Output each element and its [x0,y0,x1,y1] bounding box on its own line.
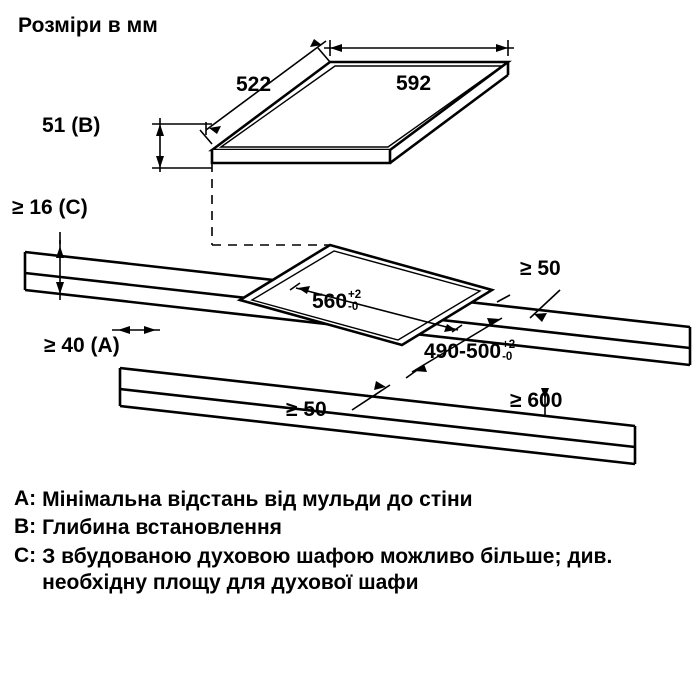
label-min-600: ≥ 600 [510,389,563,412]
label-depth-522: 522 [236,73,272,96]
legend-text-c: З вбудованою духовою шафою можливо більше; див. необхідну площу для духової шафи [42,544,613,595]
legend-item-b [14,515,686,541]
page-title: Розміри в мм [18,14,158,37]
legend-item-a [14,487,686,513]
label-cutout-depth-490-500 [424,340,515,365]
label-height-51-b: 51 (B) [42,114,101,137]
cutout-width-value: 560 [312,290,348,313]
dim-50-rear-right [530,290,560,322]
legend-item-c [14,544,686,597]
dim-16-c [56,240,64,300]
cutout-depth-tolerance: +2 -0 [502,339,516,364]
label-min-16-c: ≥ 16 (C) [12,196,88,219]
alignment-dashed-line [212,163,330,245]
legend-text-a: Мінімальна відстань від мульди до стіни [42,488,473,511]
dim-51-height [152,118,212,172]
cutout-depth-value: 490-500 [424,340,502,363]
label-min-50-rear: ≥ 50 [520,257,561,280]
label-min-50-front: ≥ 50 [286,398,327,421]
legend-text-b: Глибина встановлення [42,516,282,540]
label-width-592: 592 [396,72,432,95]
legend-key-a: A: [14,487,37,510]
label-cutout-width-560 [312,290,361,315]
cutout-width-tolerance: +2 -0 [348,289,362,314]
legend-key-c: C: [14,543,37,567]
label-min-40-a: ≥ 40 (A) [44,334,120,357]
dim-40-a [112,326,160,334]
legend-key-b: B: [14,515,37,539]
dim-592-width [324,40,514,56]
legend [14,487,686,599]
